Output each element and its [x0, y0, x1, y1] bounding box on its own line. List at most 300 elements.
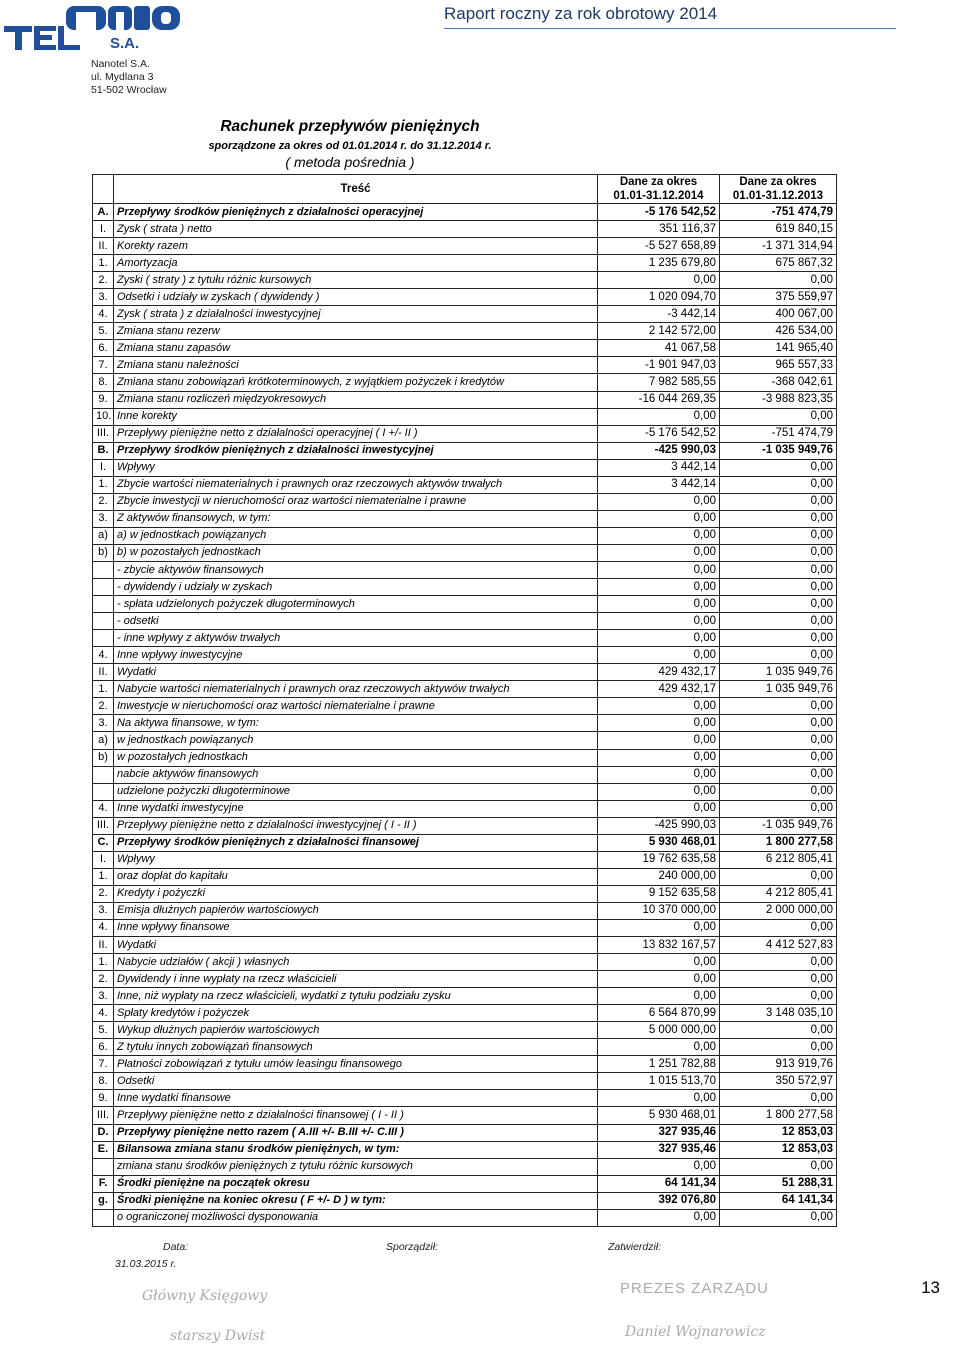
- row-label: Zbycie wartości niematerialnych i prawnych oraz rzeczowych aktywów trwałych: [114, 476, 598, 493]
- row-label: Kredyty i pożyczki: [114, 885, 598, 902]
- row-label: Przepływy pieniężne netto z działalności finansowej ( I - II ): [114, 1107, 598, 1124]
- table-row: [93, 817, 837, 834]
- row-value-2014: -3 442,14: [598, 306, 720, 323]
- document-period: sporządzone za okres od 01.01.2014 r. do 31.12.2014 r.: [208, 140, 492, 152]
- row-value-2014: 0,00: [598, 800, 720, 817]
- row-label: Inwestycje w nieruchomości oraz wartości niematerialne i prawne: [114, 698, 598, 715]
- row-value-2013: 6 212 805,41: [720, 851, 837, 868]
- table-row: [93, 391, 837, 408]
- row-value-2013: 1 800 277,58: [720, 834, 837, 851]
- row-value-2013: 0,00: [720, 596, 837, 613]
- row-value-2014: 1 251 782,88: [598, 1056, 720, 1073]
- row-label: b) w pozostałych jednostkach: [114, 544, 598, 561]
- row-value-2013: -368 042,61: [720, 374, 837, 391]
- table-row: [93, 1192, 837, 1209]
- row-value-2014: 351 116,37: [598, 221, 720, 238]
- row-value-2014: 9 152 635,58: [598, 885, 720, 902]
- table-row: [93, 732, 837, 749]
- row-value-2014: 0,00: [598, 954, 720, 971]
- row-label: Odsetki: [114, 1073, 598, 1090]
- row-value-2014: 0,00: [598, 510, 720, 527]
- row-value-2013: 0,00: [720, 1158, 837, 1175]
- table-row: [93, 476, 837, 493]
- row-label: Wykup dłużnych papierów wartościowych: [114, 1022, 598, 1039]
- page-number: 13: [921, 1278, 940, 1297]
- table-row: [93, 937, 837, 954]
- table-row: [93, 988, 837, 1005]
- row-value-2013: -751 474,79: [720, 204, 837, 221]
- row-value-2013: 64 141,34: [720, 1192, 837, 1209]
- table-row: [93, 698, 837, 715]
- row-value-2014: 0,00: [598, 715, 720, 732]
- row-label: Inne wydatki finansowe: [114, 1090, 598, 1107]
- row-value-2013: -1 035 949,76: [720, 442, 837, 459]
- row-number: 10.: [93, 408, 114, 425]
- row-label: Zmiana stanu zobowiązań krótkoterminowych, z wyjątkiem pożyczek i kredytów: [114, 374, 598, 391]
- row-value-2014: 0,00: [598, 1158, 720, 1175]
- row-value-2013: 0,00: [720, 1022, 837, 1039]
- row-label: Przepływy środków pieniężnych z działalności operacyjnej: [114, 204, 598, 221]
- row-value-2013: 3 148 035,10: [720, 1005, 837, 1022]
- row-value-2014: 0,00: [598, 527, 720, 544]
- row-label: Przepływy środków pieniężnych z działalności inwestycyjnej: [114, 442, 598, 459]
- table-row: [93, 1090, 837, 1107]
- row-value-2013: 0,00: [720, 459, 837, 476]
- row-label: Korekty razem: [114, 238, 598, 255]
- row-number: F.: [93, 1175, 114, 1192]
- row-value-2014: 240 000,00: [598, 868, 720, 885]
- row-value-2013: -1 035 949,76: [720, 817, 837, 834]
- row-value-2013: 0,00: [720, 272, 837, 289]
- row-value-2013: 0,00: [720, 630, 837, 647]
- row-label: Środki pieniężne na koniec okresu ( F +/- D ) w tym:: [114, 1192, 598, 1209]
- table-row: [93, 579, 837, 596]
- row-number: II.: [93, 937, 114, 954]
- table-row: [93, 715, 837, 732]
- row-number: 1.: [93, 681, 114, 698]
- row-value-2014: 0,00: [598, 493, 720, 510]
- row-number: 3.: [93, 289, 114, 306]
- row-number: 3.: [93, 902, 114, 919]
- row-value-2014: 0,00: [598, 630, 720, 647]
- column-header-2014: Dane za okres 01.01-31.12.2014: [598, 175, 720, 204]
- row-value-2013: 0,00: [720, 1039, 837, 1056]
- row-value-2013: 675 867,32: [720, 255, 837, 272]
- row-label: Przepływy pieniężne netto razem ( A.III +/- B.III +/- C.III ): [114, 1124, 598, 1141]
- row-number: 4.: [93, 800, 114, 817]
- row-label: Odsetki i udziały w zyskach ( dywidendy ): [114, 289, 598, 306]
- row-label: Przepływy pieniężne netto z działalności operacyjnej ( I +/- II ): [114, 425, 598, 442]
- row-value-2013: 0,00: [720, 988, 837, 1005]
- row-value-2013: 913 919,76: [720, 1056, 837, 1073]
- table-row: [93, 851, 837, 868]
- row-number: 4.: [93, 647, 114, 664]
- row-label: Emisja dłużnych papierów wartościowych: [114, 902, 598, 919]
- row-value-2013: 0,00: [720, 613, 837, 630]
- table-row: [93, 306, 837, 323]
- row-number: 3.: [93, 715, 114, 732]
- row-value-2013: 0,00: [720, 732, 837, 749]
- table-row: [93, 527, 837, 544]
- row-value-2014: -5 527 658,89: [598, 238, 720, 255]
- table-row: [93, 954, 837, 971]
- row-value-2014: 392 076,80: [598, 1192, 720, 1209]
- table-row: [93, 596, 837, 613]
- table-row: [93, 238, 837, 255]
- row-label: Inne korekty: [114, 408, 598, 425]
- row-number: 6.: [93, 340, 114, 357]
- table-row: [93, 408, 837, 425]
- row-value-2013: 0,00: [720, 868, 837, 885]
- table-header: [93, 175, 837, 204]
- table-row: [93, 919, 837, 936]
- president-signature: Daniel Wojnarowicz: [625, 1324, 766, 1340]
- row-label: zmiana stanu środków pieniężnych z tytułu różnic kursowych: [114, 1158, 598, 1175]
- row-number: [93, 1209, 114, 1226]
- company-city: 51-502 Wrocław: [91, 84, 167, 96]
- row-label: Nabycie udziałów ( akcji ) własnych: [114, 954, 598, 971]
- row-number: 1.: [93, 476, 114, 493]
- table-row: [93, 493, 837, 510]
- row-value-2014: 0,00: [598, 579, 720, 596]
- document-method: ( metoda pośrednia ): [285, 154, 415, 170]
- document-title: Rachunek przepływów pieniężnych: [220, 118, 480, 135]
- svg-text:S.A.: S.A.: [110, 35, 140, 52]
- row-value-2014: -16 044 269,35: [598, 391, 720, 408]
- row-label: Zysk ( strata ) netto: [114, 221, 598, 238]
- row-value-2013: 0,00: [720, 783, 837, 800]
- table-row: [93, 902, 837, 919]
- row-number: III.: [93, 817, 114, 834]
- table-row: [93, 289, 837, 306]
- row-label: Wpływy: [114, 459, 598, 476]
- row-value-2013: 0,00: [720, 766, 837, 783]
- row-value-2014: 429 432,17: [598, 664, 720, 681]
- row-number: 7.: [93, 357, 114, 374]
- row-value-2014: 5 930 468,01: [598, 834, 720, 851]
- row-label: Zmiana stanu rozliczeń międzyokresowych: [114, 391, 598, 408]
- table-row: [93, 971, 837, 988]
- row-value-2014: 19 762 635,58: [598, 851, 720, 868]
- row-value-2013: -1 371 314,94: [720, 238, 837, 255]
- table-row: [93, 885, 837, 902]
- row-value-2014: 13 832 167,57: [598, 937, 720, 954]
- row-value-2013: 0,00: [720, 1209, 837, 1226]
- company-name: Nanotel S.A.: [91, 58, 150, 70]
- row-value-2013: 0,00: [720, 800, 837, 817]
- row-value-2014: -1 901 947,03: [598, 357, 720, 374]
- row-number: 4.: [93, 919, 114, 936]
- row-value-2014: 1 020 094,70: [598, 289, 720, 306]
- row-value-2013: 0,00: [720, 527, 837, 544]
- row-label: - inne wpływy z aktywów trwałych: [114, 630, 598, 647]
- row-value-2013: 1 035 949,76: [720, 664, 837, 681]
- row-value-2013: 0,00: [720, 579, 837, 596]
- row-number: II.: [93, 664, 114, 681]
- row-value-2014: 5 930 468,01: [598, 1107, 720, 1124]
- table-row: [93, 1209, 837, 1226]
- row-number: [93, 579, 114, 596]
- company-street: ul. Mydlana 3: [91, 71, 154, 83]
- row-number: 5.: [93, 323, 114, 340]
- company-address: [91, 58, 167, 97]
- row-value-2014: 0,00: [598, 783, 720, 800]
- row-number: [93, 561, 114, 578]
- row-label: Środki pieniężne na początek okresu: [114, 1175, 598, 1192]
- table-row: [93, 664, 837, 681]
- row-value-2013: -751 474,79: [720, 425, 837, 442]
- row-value-2014: 10 370 000,00: [598, 902, 720, 919]
- row-value-2013: 12 853,03: [720, 1141, 837, 1158]
- company-logo: [4, 4, 184, 52]
- row-number: III.: [93, 1107, 114, 1124]
- row-value-2013: 0,00: [720, 919, 837, 936]
- row-value-2014: 0,00: [598, 1209, 720, 1226]
- prepared-by-label: Sporządził:: [386, 1241, 438, 1253]
- row-value-2014: -5 176 542,52: [598, 425, 720, 442]
- row-value-2013: 400 067,00: [720, 306, 837, 323]
- row-value-2013: 141 965,40: [720, 340, 837, 357]
- row-number: 3.: [93, 510, 114, 527]
- row-label: Z tytułu innych zobowiązań finansowych: [114, 1039, 598, 1056]
- row-value-2014: 0,00: [598, 749, 720, 766]
- row-label: Wydatki: [114, 664, 598, 681]
- row-number: [93, 766, 114, 783]
- row-value-2013: 350 572,97: [720, 1073, 837, 1090]
- row-label: Zyski ( straty ) z tytułu różnic kursowych: [114, 272, 598, 289]
- row-label: Zmiana stanu rezerw: [114, 323, 598, 340]
- row-label: Przepływy pieniężne netto z działalności inwestycyjnej ( I - II ): [114, 817, 598, 834]
- row-label: Wydatki: [114, 937, 598, 954]
- row-value-2014: -5 176 542,52: [598, 204, 720, 221]
- row-value-2013: 375 559,97: [720, 289, 837, 306]
- row-value-2014: 0,00: [598, 272, 720, 289]
- table-row: [93, 272, 837, 289]
- table-row: [93, 1158, 837, 1175]
- row-number: b): [93, 749, 114, 766]
- table-row: [93, 1141, 837, 1158]
- table-row: [93, 800, 837, 817]
- row-label: Inne, niż wypłaty na rzecz właścicieli, wydatki z tytułu podziału zysku: [114, 988, 598, 1005]
- row-number: a): [93, 527, 114, 544]
- row-number: [93, 596, 114, 613]
- row-value-2014: -425 990,03: [598, 817, 720, 834]
- row-value-2013: 1 800 277,58: [720, 1107, 837, 1124]
- date-value: 31.03.2015 r.: [115, 1258, 177, 1270]
- table-row: [93, 204, 837, 221]
- row-number: 2.: [93, 493, 114, 510]
- row-value-2014: -425 990,03: [598, 442, 720, 459]
- row-value-2013: 619 840,15: [720, 221, 837, 238]
- scanned-page: [80, 52, 888, 1360]
- row-value-2013: 0,00: [720, 561, 837, 578]
- row-value-2014: 0,00: [598, 544, 720, 561]
- row-number: [93, 613, 114, 630]
- row-number: C.: [93, 834, 114, 851]
- row-value-2013: 51 288,31: [720, 1175, 837, 1192]
- row-value-2014: 41 067,58: [598, 340, 720, 357]
- row-number: 5.: [93, 1022, 114, 1039]
- table-row: [93, 374, 837, 391]
- row-label: nabcie aktywów finansowych: [114, 766, 598, 783]
- row-value-2014: 7 982 585,55: [598, 374, 720, 391]
- row-label: Nabycie wartości niematerialnych i prawnych oraz rzeczowych aktywów trwałych: [114, 681, 598, 698]
- table-row: [93, 613, 837, 630]
- table-row: [93, 834, 837, 851]
- report-title: Raport roczny za rok obrotowy 2014: [444, 4, 718, 23]
- row-value-2014: 0,00: [598, 647, 720, 664]
- row-value-2013: 426 534,00: [720, 323, 837, 340]
- row-value-2014: 5 000 000,00: [598, 1022, 720, 1039]
- president-stamp: PREZES ZARZĄDU: [620, 1280, 770, 1297]
- table-row: [93, 544, 837, 561]
- table-row: [93, 1073, 837, 1090]
- row-label: a) w jednostkach powiązanych: [114, 527, 598, 544]
- row-label: Inne wpływy inwestycyjne: [114, 647, 598, 664]
- row-label: Spłaty kredytów i pożyczek: [114, 1005, 598, 1022]
- row-label: oraz dopłat do kapitału: [114, 868, 598, 885]
- row-number: [93, 783, 114, 800]
- table-row: [93, 749, 837, 766]
- row-label: Zmiana stanu należności: [114, 357, 598, 374]
- row-number: 9.: [93, 391, 114, 408]
- row-value-2013: 0,00: [720, 476, 837, 493]
- row-value-2014: 0,00: [598, 561, 720, 578]
- row-number: A.: [93, 204, 114, 221]
- row-number: II.: [93, 238, 114, 255]
- row-number: g.: [93, 1192, 114, 1209]
- row-value-2014: 0,00: [598, 408, 720, 425]
- row-value-2013: 2 000 000,00: [720, 902, 837, 919]
- row-number: 2.: [93, 272, 114, 289]
- row-label: udzielone pożyczki długoterminowe: [114, 783, 598, 800]
- row-label: Zbycie inwestycji w nieruchomości oraz wartości niematerialne i prawne: [114, 493, 598, 510]
- row-value-2013: 0,00: [720, 510, 837, 527]
- row-value-2013: 0,00: [720, 493, 837, 510]
- row-label: Na aktywa finansowe, w tym:: [114, 715, 598, 732]
- table-row: [93, 1056, 837, 1073]
- table-row: [93, 255, 837, 272]
- table-row: [93, 1107, 837, 1124]
- row-label: Zmiana stanu zapasów: [114, 340, 598, 357]
- row-label: Zysk ( strata ) z działalności inwestycyjnej: [114, 306, 598, 323]
- column-header-content: Treść: [114, 175, 598, 204]
- table-row: [93, 340, 837, 357]
- row-number: 8.: [93, 374, 114, 391]
- row-value-2013: 4 212 805,41: [720, 885, 837, 902]
- row-value-2014: 0,00: [598, 1039, 720, 1056]
- date-label: Data:: [163, 1241, 189, 1253]
- row-value-2013: 12 853,03: [720, 1124, 837, 1141]
- row-number: 4.: [93, 1005, 114, 1022]
- row-number: 1.: [93, 954, 114, 971]
- row-number: [93, 1158, 114, 1175]
- row-label: - spłata udzielonych pożyczek długoterminowych: [114, 596, 598, 613]
- row-label: Inne wpływy finansowe: [114, 919, 598, 936]
- table-row: [93, 1022, 837, 1039]
- row-value-2014: 3 442,14: [598, 459, 720, 476]
- row-value-2014: 0,00: [598, 613, 720, 630]
- row-value-2013: 965 557,33: [720, 357, 837, 374]
- row-value-2014: 0,00: [598, 732, 720, 749]
- row-number: E.: [93, 1141, 114, 1158]
- row-number: [93, 630, 114, 647]
- cash-flow-rows: [93, 204, 837, 1227]
- row-label: Płatności zobowiązań z tytułu umów leasingu finansowego: [114, 1056, 598, 1073]
- row-number: 6.: [93, 1039, 114, 1056]
- row-label: Wpływy: [114, 851, 598, 868]
- row-number: I.: [93, 459, 114, 476]
- table-row: [93, 1175, 837, 1192]
- table-row: [93, 1039, 837, 1056]
- accountant-signature: starszy Dwist: [170, 1328, 266, 1344]
- row-number: a): [93, 732, 114, 749]
- column-header-2013: Dane za okres 01.01-31.12.2013: [720, 175, 837, 204]
- row-value-2014: 0,00: [598, 919, 720, 936]
- row-value-2014: 327 935,46: [598, 1124, 720, 1141]
- row-label: w jednostkach powiązanych: [114, 732, 598, 749]
- row-value-2013: 1 035 949,76: [720, 681, 837, 698]
- row-value-2014: 0,00: [598, 698, 720, 715]
- table-row: [93, 630, 837, 647]
- row-value-2013: 0,00: [720, 698, 837, 715]
- row-value-2014: 0,00: [598, 596, 720, 613]
- row-label: o ograniczonej możliwości dysponowania: [114, 1209, 598, 1226]
- table-row: [93, 221, 837, 238]
- row-label: - dywidendy i udziały w zyskach: [114, 579, 598, 596]
- table-row: [93, 1124, 837, 1141]
- row-value-2014: 0,00: [598, 971, 720, 988]
- row-label: - odsetki: [114, 613, 598, 630]
- accountant-stamp: Główny Księgowy: [142, 1288, 268, 1304]
- row-number: 2.: [93, 885, 114, 902]
- table-row: [93, 868, 837, 885]
- row-label: Inne wydatki inwestycyjne: [114, 800, 598, 817]
- row-label: Amortyzacja: [114, 255, 598, 272]
- row-number: B.: [93, 442, 114, 459]
- row-number: 2.: [93, 971, 114, 988]
- row-number: III.: [93, 425, 114, 442]
- row-number: b): [93, 544, 114, 561]
- row-value-2014: 0,00: [598, 988, 720, 1005]
- cash-flow-table: [92, 174, 837, 1227]
- row-value-2014: 0,00: [598, 766, 720, 783]
- row-label: Bilansowa zmiana stanu środków pieniężnych, w tym:: [114, 1141, 598, 1158]
- row-number: 2.: [93, 698, 114, 715]
- row-value-2014: 429 432,17: [598, 681, 720, 698]
- row-label: w pozostałych jednostkach: [114, 749, 598, 766]
- row-value-2013: 0,00: [720, 715, 837, 732]
- table-row: [93, 323, 837, 340]
- row-value-2013: 0,00: [720, 647, 837, 664]
- row-value-2013: 0,00: [720, 749, 837, 766]
- row-number: 7.: [93, 1056, 114, 1073]
- table-row: [93, 510, 837, 527]
- table-row: [93, 459, 837, 476]
- row-value-2013: 0,00: [720, 544, 837, 561]
- row-number: 9.: [93, 1090, 114, 1107]
- row-number: I.: [93, 221, 114, 238]
- approved-by-label: Zatwierdził:: [608, 1241, 662, 1253]
- row-number: 1.: [93, 868, 114, 885]
- table-row: [93, 647, 837, 664]
- row-value-2013: 0,00: [720, 1090, 837, 1107]
- row-value-2014: 6 564 870,99: [598, 1005, 720, 1022]
- row-value-2014: 2 142 572,00: [598, 323, 720, 340]
- row-value-2014: 64 141,34: [598, 1175, 720, 1192]
- row-value-2013: 4 412 527,83: [720, 937, 837, 954]
- row-value-2014: 1 015 513,70: [598, 1073, 720, 1090]
